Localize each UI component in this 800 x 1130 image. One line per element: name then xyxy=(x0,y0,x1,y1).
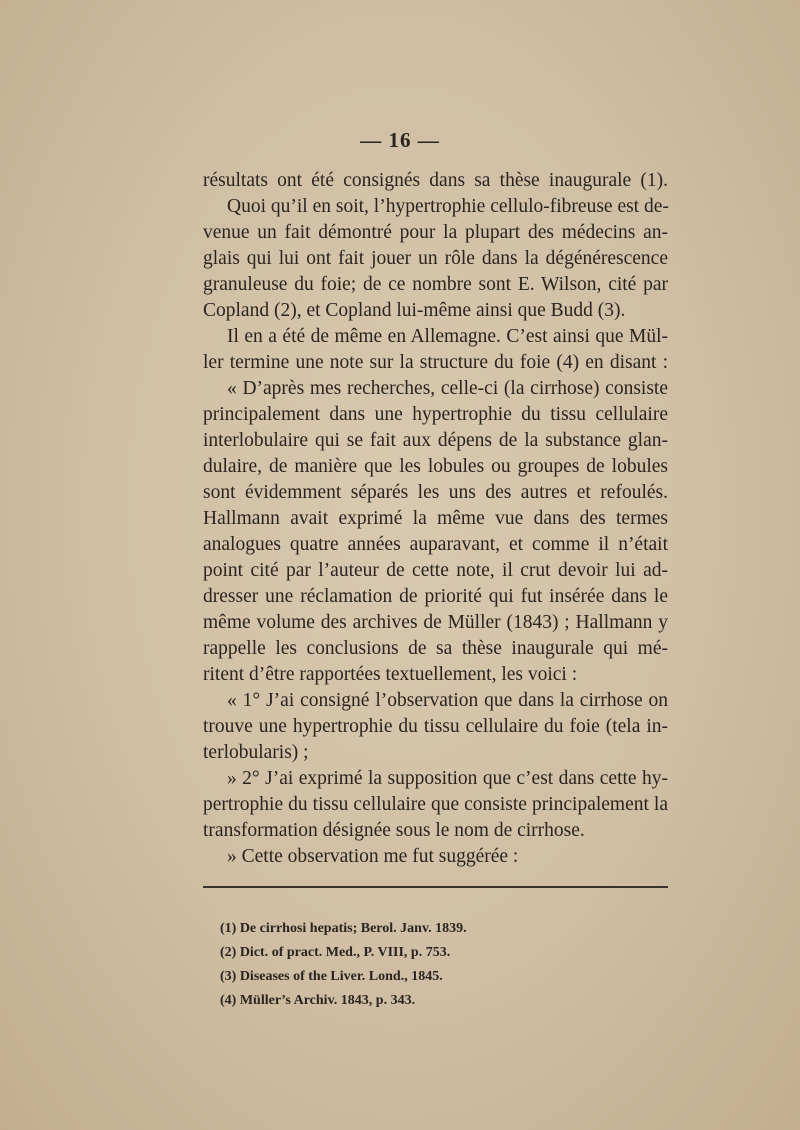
text-line: Hallmann avait exprimé la même vue dans des termes xyxy=(203,508,668,529)
text-line: rappelle les conclusions de sa thèse inaugurale qui mé- xyxy=(203,638,668,659)
text-line: dulaire, de manière que les lobules ou groupes de lobules xyxy=(203,456,668,477)
footnotes xyxy=(220,917,640,1013)
footnote: (4) Müller’s Archiv. 1843, p. 343. xyxy=(220,993,416,1008)
text-line: « D’après mes recherches, celle-ci (la cirrhose) consiste xyxy=(227,378,668,399)
text-line: trouve une hypertrophie du tissu cellulaire du foie (tela in- xyxy=(203,716,668,737)
text-line: point cité par l’auteur de cette note, il crut devoir lui ad- xyxy=(203,560,668,581)
page-number: — 16 — xyxy=(360,128,440,152)
text-line: Quoi qu’il en soit, l’hypertrophie cellulo-fibreuse est de- xyxy=(227,196,669,217)
text-line: ler termine une note sur la structure du foie (4) en disant : xyxy=(203,352,668,373)
text-line: interlobulaire qui se fait aux dépens de la substance glan- xyxy=(203,430,668,451)
text-line: venue un fait démontré pour la plupart des médecins an- xyxy=(203,222,668,243)
text-line: glais qui lui ont fait jouer un rôle dans la dégénérescence xyxy=(203,248,668,269)
body-text xyxy=(203,168,668,870)
text-line: résultats ont été consignés dans sa thèse inaugurale (1). xyxy=(203,170,668,191)
text-line: principalement dans une hypertrophie du tissu cellulaire xyxy=(203,404,668,425)
text-line: sont évidemment séparés les uns des autres et refoulés. xyxy=(203,482,668,503)
text-line: » Cette observation me fut suggérée : xyxy=(227,846,519,867)
text-line: transformation désignée sous le nom de cirrhose. xyxy=(203,820,585,841)
text-line: dresser une réclamation de priorité qui fut insérée dans le xyxy=(203,586,668,607)
footnote-separator-rule xyxy=(203,886,668,888)
text-line: terlobularis) ; xyxy=(203,742,309,763)
text-line: Il en a été de même en Allemagne. C’est ainsi que Mül- xyxy=(227,326,668,347)
text-line: » 2° J’ai exprimé la supposition que c’est dans cette hy- xyxy=(227,768,668,789)
footnote: (3) Diseases of the Liver. Lond., 1845. xyxy=(220,969,443,984)
text-line: granuleuse du foie; de ce nombre sont E. Wilson, cité par xyxy=(203,274,668,295)
text-line: pertrophie du tissu cellulaire que consiste principalement la xyxy=(203,794,668,815)
text-line: analogues quatre années auparavant, et comme il n’était xyxy=(203,534,668,555)
footnote: (1) De cirrhosi hepatis; Berol. Janv. 1839. xyxy=(220,921,467,936)
text-line: même volume des archives de Müller (1843) ; Hallmann y xyxy=(203,612,668,633)
text-line: ritent d’être rapportées textuellement, les voici : xyxy=(203,664,578,685)
text-line: « 1° J’ai consigné l’observation que dans la cirrhose on xyxy=(227,690,668,711)
text-line: Copland (2), et Copland lui-même ainsi que Budd (3). xyxy=(203,300,626,321)
footnote: (2) Dict. of pract. Med., P. VIII, p. 753. xyxy=(220,945,451,960)
